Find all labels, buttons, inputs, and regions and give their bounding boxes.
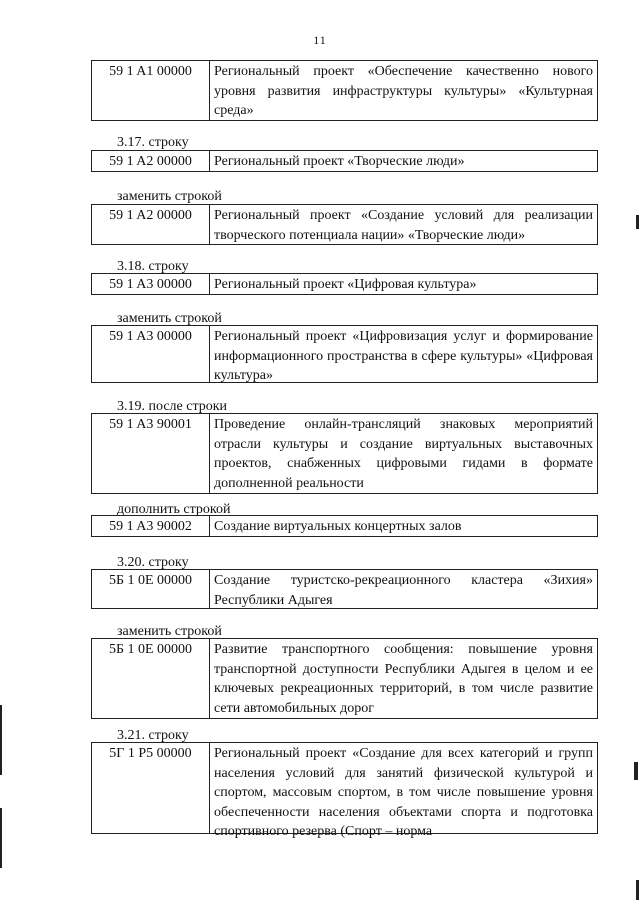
- table-row: [91, 150, 598, 172]
- section-label: 3.20. строку: [117, 555, 189, 570]
- item-name: Региональный проект «Создание условий для реализации творческого потенциала нации» «Творческие люди»: [214, 208, 593, 243]
- section-label: 3.17. строку: [117, 135, 189, 150]
- section-label: 3.19. после строки: [117, 399, 228, 414]
- table-row: [91, 204, 598, 245]
- section-label: заменить строкой: [117, 189, 222, 204]
- budget-code: 59 1 A1 00000: [92, 61, 210, 120]
- table-row: [91, 515, 598, 537]
- scan-margin-mark: [636, 880, 639, 900]
- section-label: заменить строкой: [117, 624, 222, 639]
- table-row: [91, 413, 598, 494]
- section-label: заменить строкой: [117, 311, 222, 326]
- item-name: Создание туристско-рекреационного кластера «Зихия» Республики Адыгея: [214, 573, 593, 608]
- scan-margin-mark: [634, 762, 638, 780]
- section-label: 3.18. строку: [117, 259, 189, 274]
- table-row: [91, 60, 598, 121]
- section-label: дополнить строкой: [117, 502, 231, 517]
- table-row: [91, 273, 598, 295]
- table-row: [91, 569, 598, 609]
- section-label: 3.21. строку: [117, 728, 189, 743]
- item-name: Региональный проект «Цифровизация услуг и формирование информационного пространства в сфере культуры» «Цифровая культура»: [214, 329, 593, 383]
- budget-code: 5Б 1 0Е 00000: [92, 639, 210, 718]
- item-name: Региональный проект «Цифровая культура»: [214, 277, 477, 292]
- scan-margin-mark: [636, 215, 639, 229]
- item-name: Региональный проект «Творческие люди»: [214, 154, 465, 169]
- table-row: [91, 325, 598, 383]
- budget-code: 5Б 1 0Е 00000: [92, 570, 210, 608]
- budget-code: 59 1 A3 90002: [92, 516, 210, 536]
- budget-code: 5Г 1 P5 00000: [92, 743, 210, 833]
- item-name: Проведение онлайн-трансляций знаковых мероприятий отрасли культуры и создание виртуальных выставочных проектов, снабженных цифровыми гидами в формате дополненной реальности: [214, 417, 593, 491]
- table-row: [91, 742, 598, 839]
- scan-margin-mark: [0, 705, 2, 775]
- item-name: Создание виртуальных концертных залов: [214, 519, 462, 534]
- item-name: Региональный проект «Обеспечение качественно нового уровня развития инфраструктуры культуры» «Культурная среда»: [214, 64, 593, 118]
- item-name: Региональный проект «Создание для всех категорий и групп населения условий для занятий физической культурой и спортом, массовым спортом, в том числе повышение уровня обеспеченности населения объектами спорта и подготовка спортивного резерва (Спорт – норма: [214, 746, 593, 839]
- budget-code: 59 1 A3 00000: [92, 274, 210, 294]
- budget-code: 59 1 A3 90001: [92, 414, 210, 493]
- budget-code: 59 1 A2 00000: [92, 205, 210, 244]
- budget-code: 59 1 A2 00000: [92, 151, 210, 171]
- page-number: 11: [313, 33, 327, 47]
- scan-margin-mark: [0, 808, 2, 868]
- table-row: [91, 638, 598, 719]
- budget-code: 59 1 A3 00000: [92, 326, 210, 382]
- item-name: Развитие транспортного сообщения: повышение уровня транспортной доступности Республики Адыгея в целом и ее ключевых рекреационных территорий, в том числе развитие сети автомобильных дорог: [214, 642, 593, 716]
